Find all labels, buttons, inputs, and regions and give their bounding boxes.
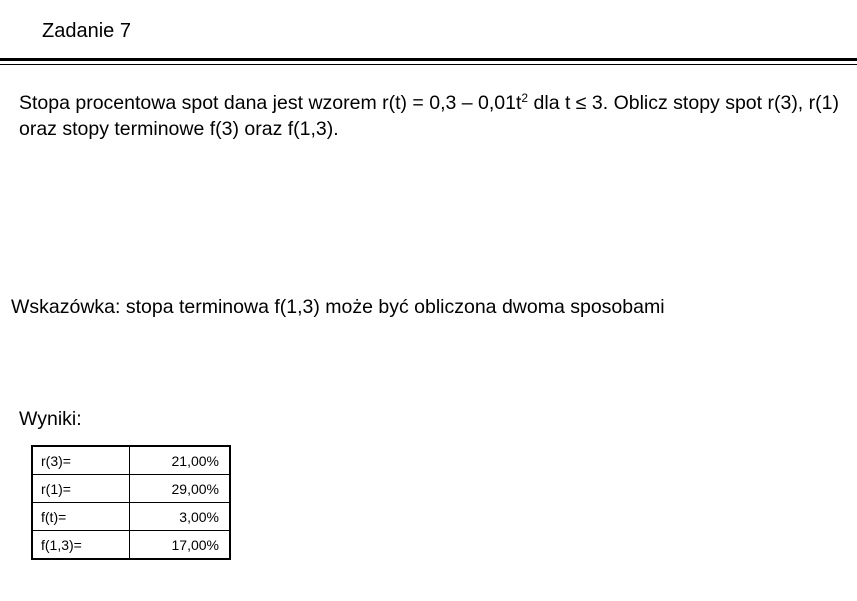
task-text-part1: Stopa procentowa spot dana jest wzorem r(t) = 0,3 – 0,01t bbox=[19, 92, 522, 114]
hint-text: Wskazówka: stopa terminowa f(1,3) może być obliczona dwoma sposobami bbox=[11, 296, 665, 318]
page-title: Zadanie 7 bbox=[42, 20, 131, 42]
header-divider-thin bbox=[0, 64, 857, 65]
table-row bbox=[33, 531, 230, 559]
task-statement bbox=[19, 90, 849, 142]
table-row bbox=[33, 447, 230, 475]
header-divider-thick bbox=[0, 58, 857, 61]
result-value: 17,00% bbox=[130, 531, 230, 559]
table-row bbox=[33, 475, 230, 503]
results-heading: Wyniki: bbox=[19, 408, 82, 430]
result-label: r(1)= bbox=[33, 475, 130, 503]
result-value: 3,00% bbox=[130, 503, 230, 531]
result-value: 21,00% bbox=[130, 447, 230, 475]
table-row bbox=[33, 503, 230, 531]
result-value: 29,00% bbox=[130, 475, 230, 503]
task-exponent: 2 bbox=[521, 91, 529, 105]
results-table bbox=[32, 446, 230, 559]
result-label: f(t)= bbox=[33, 503, 130, 531]
result-label: f(1,3)= bbox=[33, 531, 130, 559]
result-label: r(3)= bbox=[33, 447, 130, 475]
task-text-part2: dla t ≤ 3. Oblicz stopy spot r(3), r(1) oraz stopy terminowe f(3) oraz f(1,3). bbox=[19, 92, 839, 140]
